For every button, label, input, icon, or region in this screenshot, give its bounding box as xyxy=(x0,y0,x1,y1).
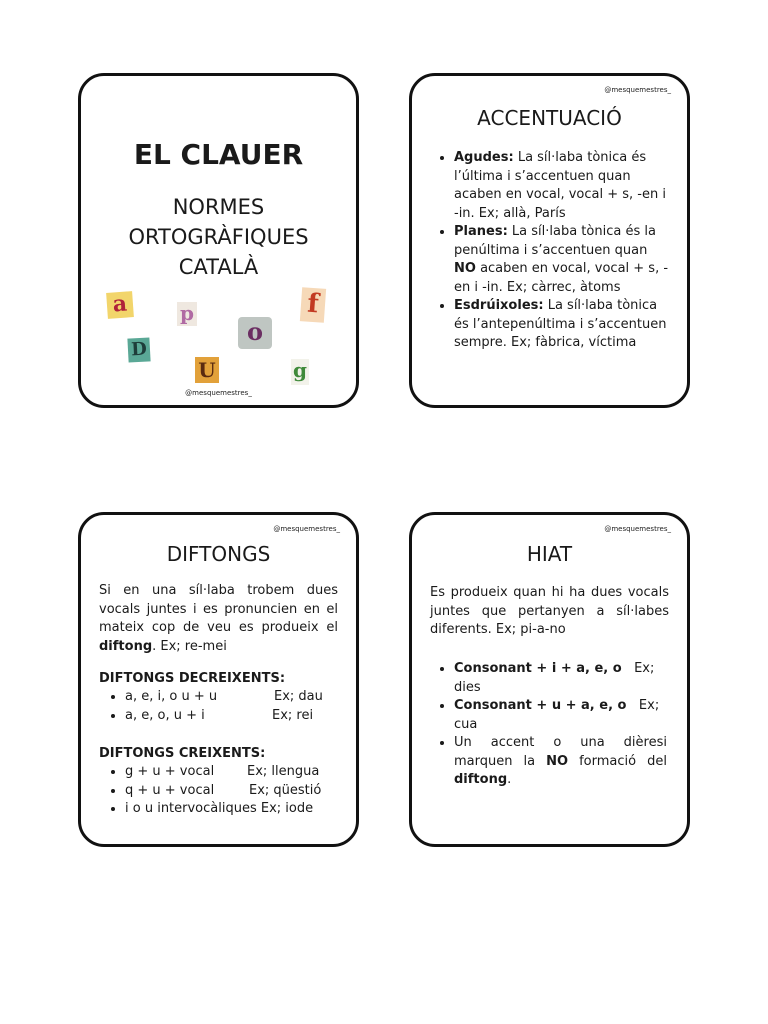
diftongs-title: DIFTONGS xyxy=(166,542,271,566)
creixent-pattern: q + u + vocal xyxy=(125,782,215,798)
diftongs-intro-bold: diftong xyxy=(99,638,153,654)
letter-f-cutout: f xyxy=(300,287,326,323)
diftongs-intro xyxy=(99,582,338,656)
text-planes-1: La síl·laba tònica és la penúltima i s’accentuen quan xyxy=(454,224,656,258)
hiat-last-middle: formació del xyxy=(568,753,667,769)
accentuacio-item-esdruixoles xyxy=(454,297,669,353)
hiat-pattern: Consonant + u + a, e, o xyxy=(454,698,627,713)
text-agudes: La síl·laba tònica és l’última i s’accentuen quan acaben en vocal, vocal + s, -en i -in. Ex; allà, París xyxy=(454,150,666,221)
creixent-example: Ex; iode xyxy=(260,801,314,816)
diftongs-card xyxy=(78,512,359,847)
decreixent-example: Ex; rei xyxy=(272,707,314,723)
creixent-item xyxy=(125,782,342,801)
letter-d-cutout: D xyxy=(127,337,150,362)
cover-subtitle-line3: CATALÀ xyxy=(178,255,259,279)
hiat-intro: Es produeix quan hi ha dues vocals juntes que pertanyen a síl·labes diferents. Ex; pi-a-no xyxy=(430,585,669,637)
term-agudes: Agudes: xyxy=(454,150,514,165)
creixent-pattern: g + u + vocal xyxy=(125,764,215,779)
letter-o-cutout: o xyxy=(238,317,272,349)
cover-subtitle-line2: ORTOGRÀFIQUES xyxy=(128,225,309,249)
diftongs-creixents-title: DIFTONGS CREIXENTS: xyxy=(99,746,266,761)
decreixent-item xyxy=(125,707,338,726)
text-esdruixoles: La síl·laba tònica és l’antepenúltima i s’accentuen sempre. Ex; fàbrica, víctima xyxy=(454,298,667,350)
creixent-pattern: i o u intervocàliques xyxy=(125,801,257,816)
hiat-card xyxy=(409,512,690,847)
hiat-last-no: NO xyxy=(546,753,569,769)
diftongs-decreixents-title: DIFTONGS DECREIXENTS: xyxy=(99,671,286,686)
decreixent-example: Ex; dau xyxy=(274,689,323,704)
diftongs-creixents-list xyxy=(103,763,342,819)
creixent-item xyxy=(125,800,342,819)
hiat-last-text: Un accent o una dièresi marquen la xyxy=(454,735,667,769)
letter-g-cutout: g xyxy=(291,359,309,385)
hiat-handle: @mesquemestres_ xyxy=(604,525,671,533)
cover-subtitle-line1: NORMES xyxy=(172,195,265,219)
creixent-example: Ex; qüestió xyxy=(249,782,322,798)
diftongs-decreixents-list xyxy=(103,688,338,725)
hiat-item-last xyxy=(454,734,667,790)
letter-u-cutout: U xyxy=(195,357,219,383)
letter-p-cutout: p xyxy=(177,302,197,326)
creixent-item xyxy=(125,763,342,782)
decreixent-item xyxy=(125,688,338,707)
hiat-example: Ex; dies xyxy=(454,661,655,695)
accentuacio-item-agudes xyxy=(454,149,669,223)
accentuacio-item-planes xyxy=(454,223,669,297)
accentuacio-list xyxy=(432,149,669,353)
decreixent-pattern: a, e, o, u + i xyxy=(125,707,205,723)
accentuacio-handle: @mesquemestres_ xyxy=(604,86,671,94)
creixent-example: Ex; llengua xyxy=(247,764,320,779)
hiat-list xyxy=(432,660,667,790)
cover-card xyxy=(78,73,359,408)
text-planes-2: acaben en vocal, vocal + s, -en i -in. Ex; càrrec, àtoms xyxy=(454,261,669,295)
term-planes: Planes: xyxy=(454,224,508,239)
term-esdruixoles: Esdrúixoles: xyxy=(454,298,544,313)
hiat-last-bold: diftong xyxy=(454,772,508,787)
cover-title: EL CLAUER xyxy=(133,138,304,171)
hiat-pattern: Consonant + i + a, e, o xyxy=(454,661,622,676)
accentuacio-title: ACCENTUACIÓ xyxy=(477,106,622,130)
cover-handle: @mesquemestres_ xyxy=(185,389,252,397)
decreixent-pattern: a, e, i, o u + u xyxy=(125,689,218,704)
letter-a-cutout: a xyxy=(106,291,134,319)
diftongs-intro-example: . Ex; re-mei xyxy=(152,638,227,654)
accentuacio-card xyxy=(409,73,690,408)
diftongs-intro-text: Si en una síl·laba trobem dues vocals juntes i es pronuncien en el mateix cop de veu es produeix el xyxy=(99,583,338,635)
hiat-item xyxy=(454,697,667,734)
hiat-item xyxy=(454,660,667,697)
cover-subtitle xyxy=(81,192,356,282)
hiat-example: Ex; cua xyxy=(454,698,660,732)
hiat-last-period: . xyxy=(507,772,512,787)
hiat-title: HIAT xyxy=(526,542,573,566)
diftongs-handle: @mesquemestres_ xyxy=(273,525,340,533)
text-planes-no: NO xyxy=(454,261,476,276)
